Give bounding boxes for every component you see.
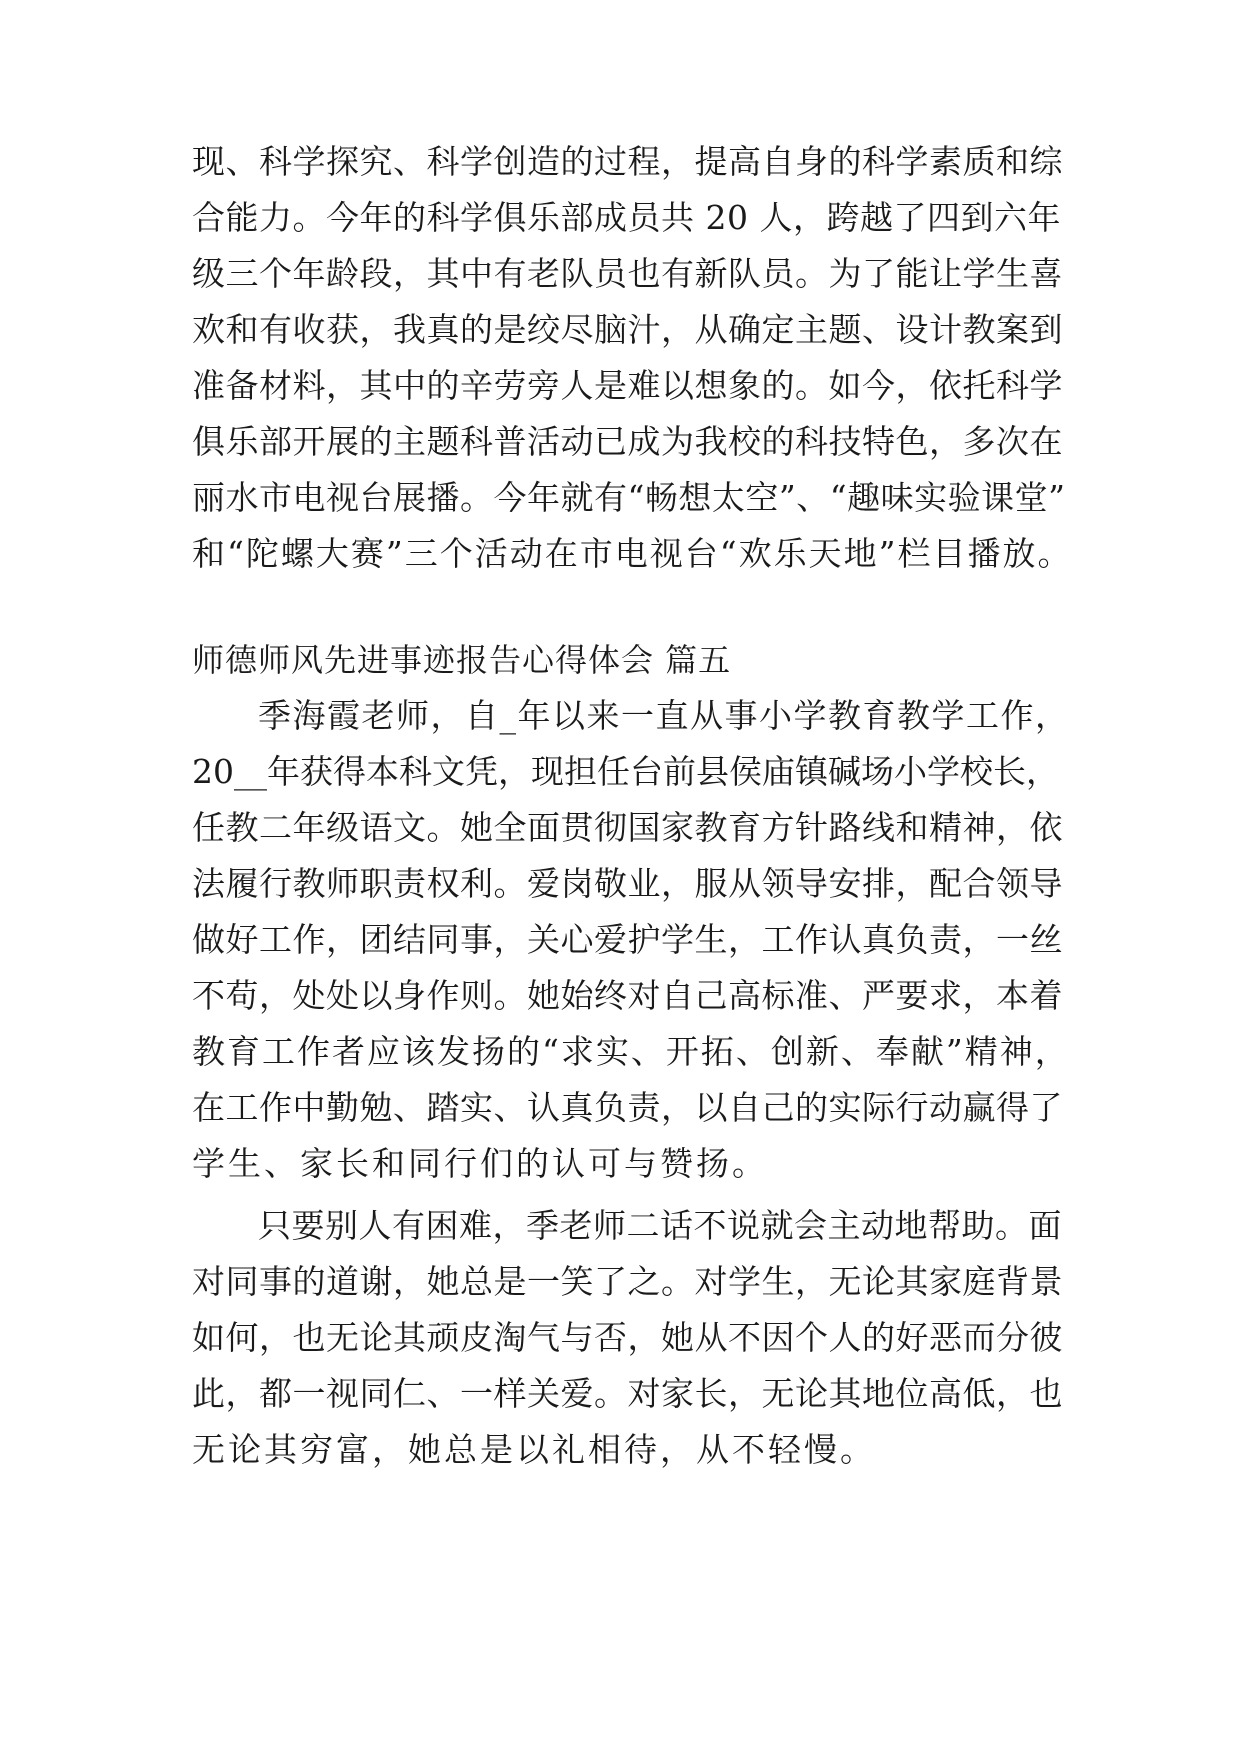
text-line: 丽水市电视台展播。今年就有“畅想太空”、“趣味实验课堂” [192,478,1066,517]
section-heading: 师德师风先进事迹报告心得体会 篇五 [192,641,732,679]
text-line: 在工作中勤勉、踏实、认真负责，以自己的实际行动赢得了 [192,1088,1063,1127]
text-line: 只要别人有困难，季老师二话不说就会主动地帮助。面 [258,1206,1062,1245]
text-line: 无论其穷富，她总是以礼相待，从不轻慢。 [192,1430,876,1469]
text-line: 俱乐部开展的主题科普活动已成为我校的科技特色，多次在 [192,422,1063,461]
text-line: 20__年获得本科文凭，现担任台前县侯庙镇碱场小学校长， [192,752,1059,791]
text-line: 任教二年级语文。她全面贯彻国家教育方针路线和精神，依 [192,808,1063,847]
text-line: 现、科学探究、科学创造的过程，提高自身的科学素质和综 [192,142,1063,181]
text-line: 对同事的道谢，她总是一笑了之。对学生，无论其家庭背景 [192,1262,1063,1301]
text-line: 不苟，处处以身作则。她始终对自己高标准、严要求，本着 [192,976,1063,1015]
text-line: 学生、家长和同行们的认可与赞扬。 [192,1144,768,1183]
text-line: 做好工作，团结同事，关心爱护学生，工作认真负责，一丝 [192,920,1063,959]
text-line: 和“陀螺大赛”三个活动在市电视台“欢乐天地”栏目播放。 [192,534,1073,573]
text-line: 此，都一视同仁、一样关爱。对家长，无论其地位高低，也 [192,1374,1063,1413]
text-line: 教育工作者应该发扬的“求实、开拓、创新、奉献”精神， [192,1032,1070,1071]
text-line: 法履行教师职责权利。爱岗敬业，服从领导安排，配合领导 [192,864,1063,903]
text-line: 如何，也无论其顽皮淘气与否，她从不因个人的好恶而分彼 [192,1318,1063,1357]
text-line: 合能力。今年的科学俱乐部成员共 20 人，跨越了四到六年 [192,198,1061,237]
text-line: 准备材料，其中的辛劳旁人是难以想象的。如今，依托科学 [192,366,1063,405]
text-line: 季海霞老师，自_年以来一直从事小学教育教学工作， [258,696,1070,735]
text-line: 欢和有收获，我真的是绞尽脑汁，从确定主题、设计教案到 [192,310,1063,349]
text-line: 级三个年龄段，其中有老队员也有新队员。为了能让学生喜 [192,254,1063,293]
